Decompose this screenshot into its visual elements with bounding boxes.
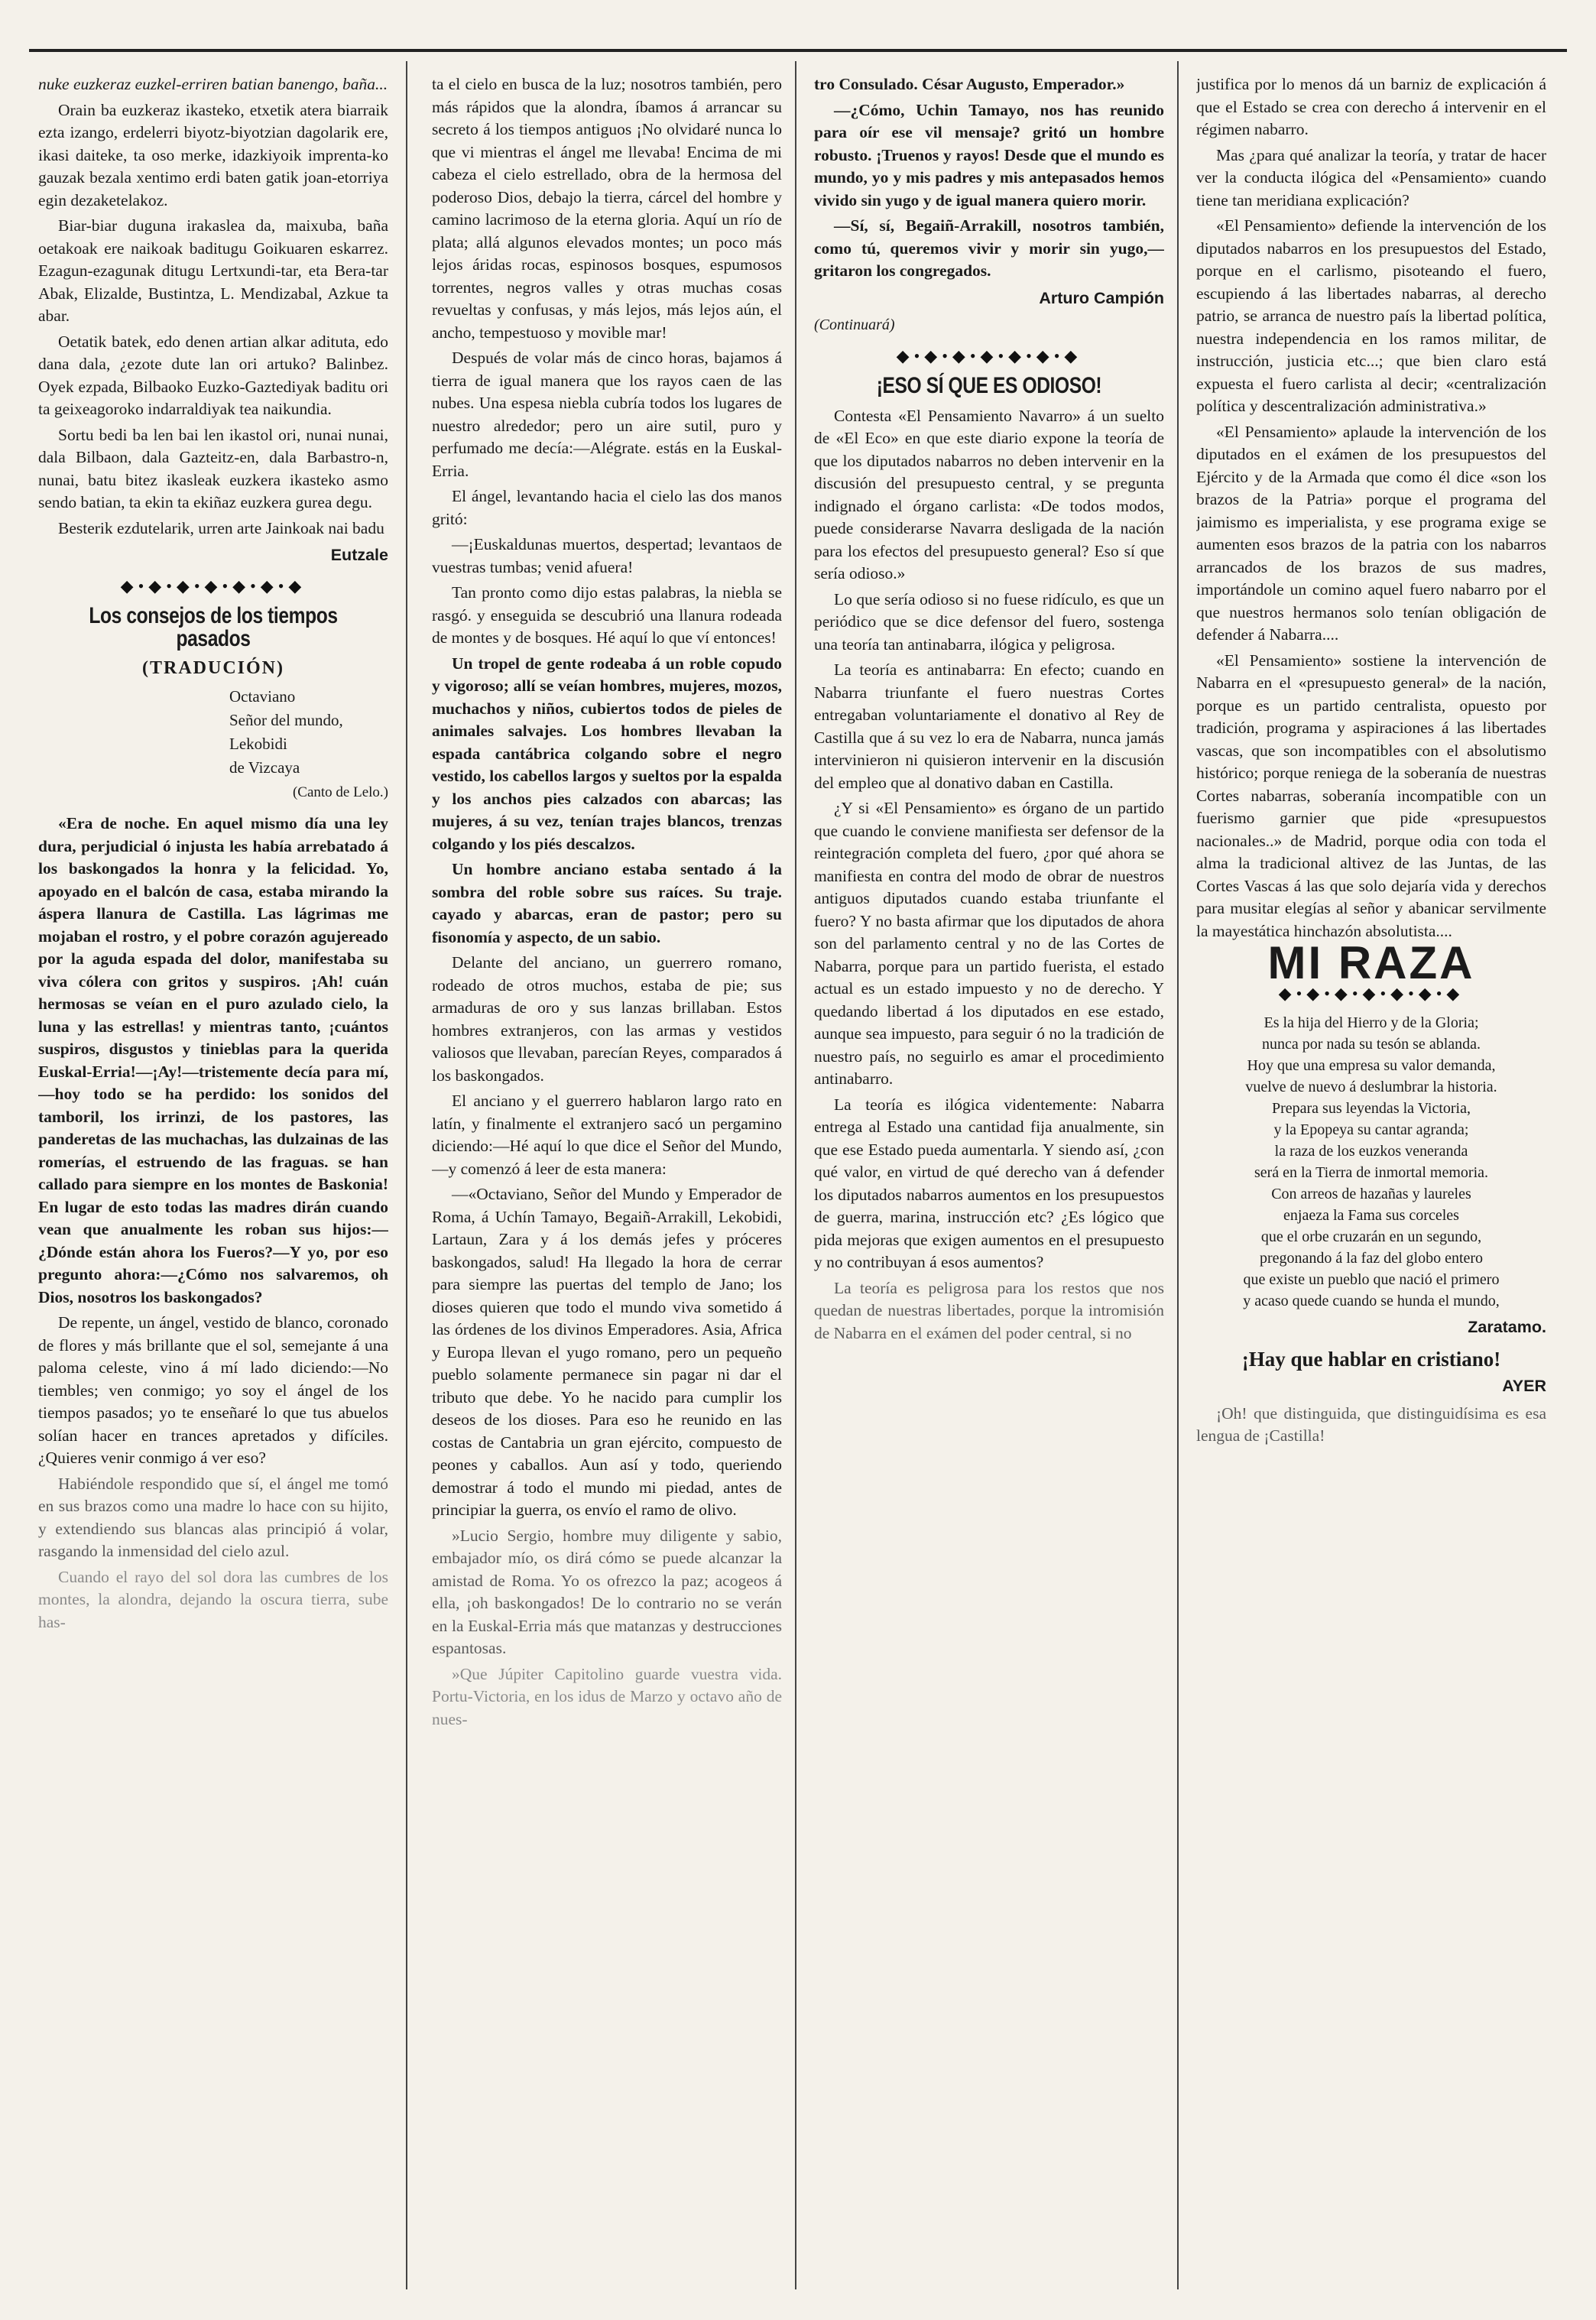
poem-title: MI RAZA xyxy=(1267,937,1475,988)
paragraph: De repente, un ángel, vestido de blanco, coronado de flores y más brillante que el sol, semejante á una paloma celeste, vino á mí lado diciendo:—No tiembles; ven conmigo; yo soy el ángel de los tiempos pasados; yo te enseñaré lo que tus abuelos solían hacer en trances apretados y difíciles. ¿Quieres venir conmigo á ver eso? xyxy=(38,1313,388,1467)
column-3 xyxy=(814,73,1164,2290)
poem-line: vuelve de nuevo á deslumbrar la historia. xyxy=(1245,1079,1497,1095)
column-1 xyxy=(38,73,388,2290)
paragraph: »Que Júpiter Capitolino guarde vuestra vida. Portu-Victoria, en los idus de Marzo y octavo año de nues- xyxy=(432,1664,782,1728)
paragraph: La teoría es antinabarra: En efecto; cuando en Nabarra triunfante el fuero nuestras Cortes entregaban voluntariamente el donativo al Rey de Castilla que á su vez lo era de Nabarra, nunca jamás intervinieron ni quisieron intervenir en la discusión del empleo que al donativo daban en Castilla. xyxy=(814,660,1164,792)
paragraph: Después de volar más de cinco horas, bajamos á tierra de igual manera que los rayos caen de las nubes. Una espesa niebla cubría todos los lugares de nuestro alrededor; pero un aire sutil, puro y perfumado me decía:—Alégrate. estás en la Euskal-Erria. xyxy=(432,349,782,480)
epigraph-line: Octaviano xyxy=(229,686,296,706)
paragraph: tro Consulado. César Augusto, Emperador.» xyxy=(814,75,1125,93)
column-divider xyxy=(406,61,407,2289)
poem-line: enjaeza la Fama sus corceles xyxy=(1283,1207,1459,1224)
paragraph: ¿Y si «El Pensamiento» es órgano de un partido que cuando le conviene manifiesta ser defensor de la reintegración completa del fuero, ¿por qué ahora se manifiesta en contra del modo de obrar de nuestros antiguos diputados cuando estaba triunfante el fuero? Y no basta afirmar que los diputados de ahora son del parlamento central y no de las Cortes de Nabarra, porque para un partido fuerista, el estado actual es un estado impuesto y no de derecho. Y quedando libertad á los diputados en ese estado, aunque sea impuesto, para seguir ó no la tradición de nuestro país, no seguirlo es amar el procedimiento antinabarro. xyxy=(814,799,1164,1088)
author-signature: AYER xyxy=(1502,1377,1546,1395)
paragraph: La teoría es ilógica videntemente: Nabarra entrega al Estado una cantidad fija anualmente, sin que ese Estado pueda aumentarla. Y siendo así, ¿con qué valor, en virtud de qué derecho van á defender los diputados nabarros aumentos en los presupuestos de guerra, marina, instrucción etc? ¿Es lógico que pida mejoras que exigen aumentos en el presupuesto y no contribuyan á esos aumentos? xyxy=(814,1095,1164,1271)
paragraph: Un hombre anciano estaba sentado á la sombra del roble sobre sus raíces. Su traje. cayado y abarcas, eran de pastor; pero su fisonomía y aspecto, de un sabio. xyxy=(432,860,782,946)
paragraph: Biar-biar duguna irakaslea da, maixuba, baña oetakoak ere naikoak baditugu Goikuaren eskarrez. Ezagun-ezagunak ditugu Lertxundi-tar, eta Bera-tar Abak, Elizalde, Bustintza, L. Mendizabal, Azkue ta abar. xyxy=(38,216,388,325)
paragraph: Sortu bedi ba len bai len ikastol ori, nunai nunai, dala Bilbaon, dala Gazteitz-en, dala Barbastro-n, nunai, batu bitez ikasleak euzkera ikasteko asmo sendo batian, ta ekin ta ekiñaz euzkera gurea degu. xyxy=(38,425,388,511)
poem-line: Hoy que una empresa su valor demanda, xyxy=(1247,1057,1496,1074)
paragraph: ta el cielo en busca de la luz; nosotros también, pero más rápidos que la alondra, íbamos á arrancar su secreto á los tiempos antiguos ¡No olvidaré nunca lo que vi mientras el ángel me llevaba! Encima de mi cabeza el cielo estrellado, obra de la hermosa del poderoso Dios, debajo la tierra, cárcel del hombre y camino lacrimoso de la eterna gloria. Aquí un río de plata; allá algunos elevados montes; un poco más lejos áridas rocas, espinosos bosques, espumosos torrentes, negros valles y otras muchas cosas revueltas y confusas, y más lejos, más lejos aún, el ancho, tempestuoso y movible mar! xyxy=(432,75,782,342)
continued-note: (Continuará) xyxy=(814,316,895,333)
paragraph: ¡Oh! que distinguida, que distinguidísima es esa lengua de ¡Castilla! xyxy=(1196,1403,1546,1445)
ornament-divider: ◆•◆•◆•◆•◆•◆•◆ xyxy=(896,346,1082,365)
poem-line: que el orbe cruzarán en un segundo, xyxy=(1260,1228,1482,1245)
paragraph: Orain ba euzkeraz ikasteko, etxetik atera biarraik ezta izango, erdelerri biyotz-biyotzian dagolarik ere, ikasi daiteke, ta oso merke, idazkiyoik imprenta-ko gauzak bezala xentimo erdi baten gatik joan-etorriya egin dezaketelakoz. xyxy=(38,100,388,209)
article-headline: ¡ESO SÍ QUE ES ODIOSO! xyxy=(876,373,1102,398)
paragraph: Mas ¿para qué analizar la teoría, y tratar de hacer ver la conducta ilógica del «Pensamiento» cuando tiene tan meridiana explicación? xyxy=(1196,145,1546,209)
paragraph: Contesta «El Pensamiento Navarro» á un suelto de «El Eco» en que este diario expone la teoría de que los diputados nabarros no deben intervenir en la discusión del presupuesto central, y se pregunta indignado el órgano carlista: «De todos modos, puede considerarse Navarra desligada de la nación para los efectos del presupuesto general? Eso sí que sería odioso.» xyxy=(814,406,1164,582)
paragraph: «El Pensamiento» sostiene la intervención de Nabarra en el «presupuesto general» de la nación, porque es un partido centralista, opuesto por tradición, programa y aspiraciones á las libertades vascas, que son incompatibles con el absolutismo histórico; porque reniega de la soberanía de nuestras Cortes nabarras, soberanía incompatible con un fuerismo garnier que pide «presupuestos nacionales..» de Madrid, porque odia con toda el alma la tradicional altivez de las Juntas, de las Cortes Vascas á las que solo dejaría vida y derechos para musitar elegías al señor y abanicar servilmente la mayestática hinchazón absolutista.... xyxy=(1196,651,1546,940)
poem-line: la raza de los euzkos veneranda xyxy=(1274,1143,1468,1160)
top-rule xyxy=(29,49,1567,52)
paragraph: El anciano y el guerrero hablaron largo rato en latín, y finalmente el extranjero sacó un pergamino diciendo:—Hé aquí lo que dice el Señor del Mundo,—y comenzó á leer de esta manera: xyxy=(432,1092,782,1178)
column-divider xyxy=(795,61,796,2289)
paragraph: El ángel, levantando hacia el cielo las dos manos gritó: xyxy=(432,487,782,528)
article-headline: Los consejos de los tiempos pasados xyxy=(89,603,338,651)
poem xyxy=(1196,1012,1546,1312)
poem-line: nunca por nada su tesón se ablanda. xyxy=(1261,1036,1481,1053)
paragraph: »Lucio Sergio, hombre muy diligente y sabio, embajador mío, os dirá cómo se puede alcanzar la amistad de Roma. Yo os ofrezco la paz; acogeos á ella, ¡oh baskongados! De lo contrario no se verán en la Euskal-Erria más que matanzas y destrucciones espantosas. xyxy=(432,1526,782,1657)
poem-line: Es la hija del Hierro y de la Gloria; xyxy=(1264,1014,1479,1031)
poem-line: y acaso quede cuando se hunda el mundo, xyxy=(1243,1293,1500,1309)
epigraph-line: Señor del mundo, xyxy=(229,710,343,729)
paragraph: —«Octaviano, Señor del Mundo y Emperador de Roma, á Uchín Tamayo, Begaiñ-Arrakill, Lekobidi, Lartaun, Zara y á los demás jefes y próceres baskongados, salud! Ha llegado la hora de cerrar para siempre las puertas del templo de Jano; los dioses quieren que todo el mundo viva sometido á las órdenes de los divinos Emperadores. Asia, Africa y Europa llevan el yugo romano, pero un pequeño pueblo solamente permanece sin pagar ni dar el tributo que debe. Yo he nacido para cumplir los deseos de los dioses. Para eso he reunido en las costas de Cantabria un gran ejército, compuesto de peones y caballos. Aun así y todo, queriendo demostrar á todo el mundo mi piedad, antes de principiar la guerra, os envío el ramo de olivo. xyxy=(432,1185,782,1519)
epigraph-line: de Vizcaya xyxy=(229,758,300,777)
paragraph: La teoría es peligrosa para los restos que nos quedan de nuestras libertades, porque la intromisión de Nabarra en el exámen del poder central, si no xyxy=(814,1278,1164,1342)
paragraph: Lo que sería odioso si no fuese ridículo, es que un periódico que se dice defensor del fuero, sostenga una teoría tan antinabarra, ilógica y peligrosa. xyxy=(814,589,1164,654)
paragraph: «Era de noche. En aquel mismo día una ley dura, perjudicial ó injusta les había arrebatado á los baskongados la honra y la felicidad. Yo, apoyado en el balcón de casa, estaba mirando la áspera llanura de Castilla. Las lágrimas me mojaban el rostro, y el pobre corazón agujereado por la aguda espada del dolor, manifestaba su viva cólera con gritos y suspiros. ¡Ah! cuán hermosas se veían en el puro azulado cielo, la luna y las estrellas! y mientras tanto, ¡cuántos suspiros, disgustos y tinieblas para la querida Euskal-Erria!—¡Ay!—tristemente decía para mí,—hoy todo se ha perdido: los sonidos del tamboril, los irrinzi, de los pastores, las panderetas de las muchachas, las dulzainas de las romerías, el estruendo de las fraguas. se han callado para siempre en los montes de Baskonia! En lugar de esto todas las madres dirán cuando vean que anualmente les roban sus hijos:—¿Dónde están ahora los Fueros?—Y yo, por eso pregunto ahora:—¿Cómo nos salvaremos, oh Dios, nosotros los baskongados? xyxy=(38,814,388,1306)
article-subhead: (TRADUCIÓN) xyxy=(142,658,284,678)
paragraph: Tan pronto como dijo estas palabras, la niebla se rasgó. y enseguida se descubrió una llanura rodeada de montes y de bosques. Hé aquí lo que ví entonces! xyxy=(432,583,782,647)
paragraph: Cuando el rayo del sol dora las cumbres de los montes, la alondra, dejando la oscura tierra, sube has- xyxy=(38,1567,388,1631)
poem-line: y la Epopeya su cantar agranda; xyxy=(1273,1121,1469,1138)
poem-line: pregonando á la faz del globo entero xyxy=(1259,1250,1484,1267)
epigraph-source: (Canto de Lelo.) xyxy=(292,784,388,800)
paragraph: Habiéndole respondido que sí, el ángel me tomó en sus brazos como una madre lo hace con su hijito, y extendiendo sus blancas alas principió á volar, rasgando la inmensidad del cielo azul. xyxy=(38,1474,388,1560)
paragraph: —¿Cómo, Uchin Tamayo, nos has reunido para oír ese vil mensaje? gritó un hombre robusto. ¡Truenos y rayos! Desde que el mundo es mundo, yo y mis padres y mis antepasados hemos vivido sin yugo y de igual manera quiero morir. xyxy=(814,100,1164,209)
author-signature: Eutzale xyxy=(330,546,388,564)
paragraph: Besterik ezdutelarik, urren arte Jainkoak nai badu xyxy=(58,518,384,537)
ornament-divider: ◆•◆•◆•◆•◆•◆•◆ xyxy=(120,576,307,595)
column-4 xyxy=(1196,73,1546,2290)
column-divider xyxy=(1177,61,1179,2289)
epigraph xyxy=(38,686,388,804)
author-signature: Arturo Campión xyxy=(1039,288,1164,307)
poem-signature: Zaratamo. xyxy=(1468,1318,1546,1336)
article-headline: ¡Hay que hablar en cristiano! xyxy=(1241,1347,1501,1371)
poem-line: será en la Tierra de inmortal memoria. xyxy=(1254,1164,1488,1181)
paragraph: Delante del anciano, un guerrero romano, rodeado de otros muchos, estaba de pie; sus armaduras de oro y sus lanzas brillaban. Estos hombres extranjeros, con las armas y vestidos valiosos que llevaban, parecían Reyes, comparados á los baskongados. xyxy=(432,953,782,1085)
paragraph: «El Pensamiento» defiende la intervención de los diputados nabarros en los presupuestos del Estado, porque en el carlismo, pisoteando el fuero, escupiendo á las libertades nabarras, al derecho patrio, se arranca de nuestro país la libertad política, nuestra independencia en los ramos militar, de instrucción, justicia etc...; que bien claro está expuesta el fuero carlista al decir; «centralización política y descentralización administrativa.» xyxy=(1196,216,1546,415)
paragraph: nuke euzkeraz euzkel-erriren batian banengo, baña... xyxy=(38,75,388,93)
poem-line: que existe un pueblo que nació el primero xyxy=(1243,1271,1500,1288)
paragraph: Oetatik batek, edo denen artian alkar adituta, edo dana dala, ¿ezote dute lan ori artuko? Balinbez. Oyek ezpada, Bilbaoko Euzko-Gaztediyak baditu ori ta geixeagoroko indarraldiyak tea naikundia. xyxy=(38,332,388,418)
paragraph: «El Pensamiento» aplaude la intervención de los diputados en el exámen de los presupuestos del Ejército y de la Armada que como él dice «son los brazos de la Patria» porque el programa del jaimismo es imperialista, y ese programa exige se aumenten esos brazos de la patria con los nabarros arrancados de los brazos de sus madres, importándole un comino aquel fuero nabarro por el que nuestros hermanos solo tenían obligación de defender á Nabarra.... xyxy=(1196,422,1546,644)
paragraph: —Sí, sí, Begaiñ-Arrakill, nosotros también, como tú, queremos vivir y morir sin yugo,—gritaron los congregados. xyxy=(814,216,1164,280)
paragraph: justifica por lo menos dá un barniz de explicación á que el Estado se crea con derecho á intervenir en el régimen nabarro. xyxy=(1196,75,1546,138)
paragraph: Un tropel de gente rodeaba á un roble copudo y vigoroso; allí se veían hombres, mujeres, mozos, muchachos y niños, cubiertos todos de pieles de animales salvajes. Los hombres llevaban la espada cantábrica colgando sobre el negro vestido, los cabellos largos y sueltos por la espalda y los anchos pies calzados con abarcas; las mujeres, á su vez, tenían trajes blancos, trenzas colgando y los piés descalzos. xyxy=(432,654,782,853)
paragraph: —¡Euskaldunas muertos, despertad; levantaos de vuestras tumbas; venid afuera! xyxy=(432,535,782,576)
poem-line: Prepara sus leyendas la Victoria, xyxy=(1271,1100,1471,1117)
poem-line: Con arreos de hazañas y laureles xyxy=(1271,1186,1471,1202)
column-2 xyxy=(432,73,782,2290)
ornament-divider: ◆•◆•◆•◆•◆•◆•◆ xyxy=(1278,983,1465,1003)
epigraph-line: Lekobidi xyxy=(229,734,287,753)
